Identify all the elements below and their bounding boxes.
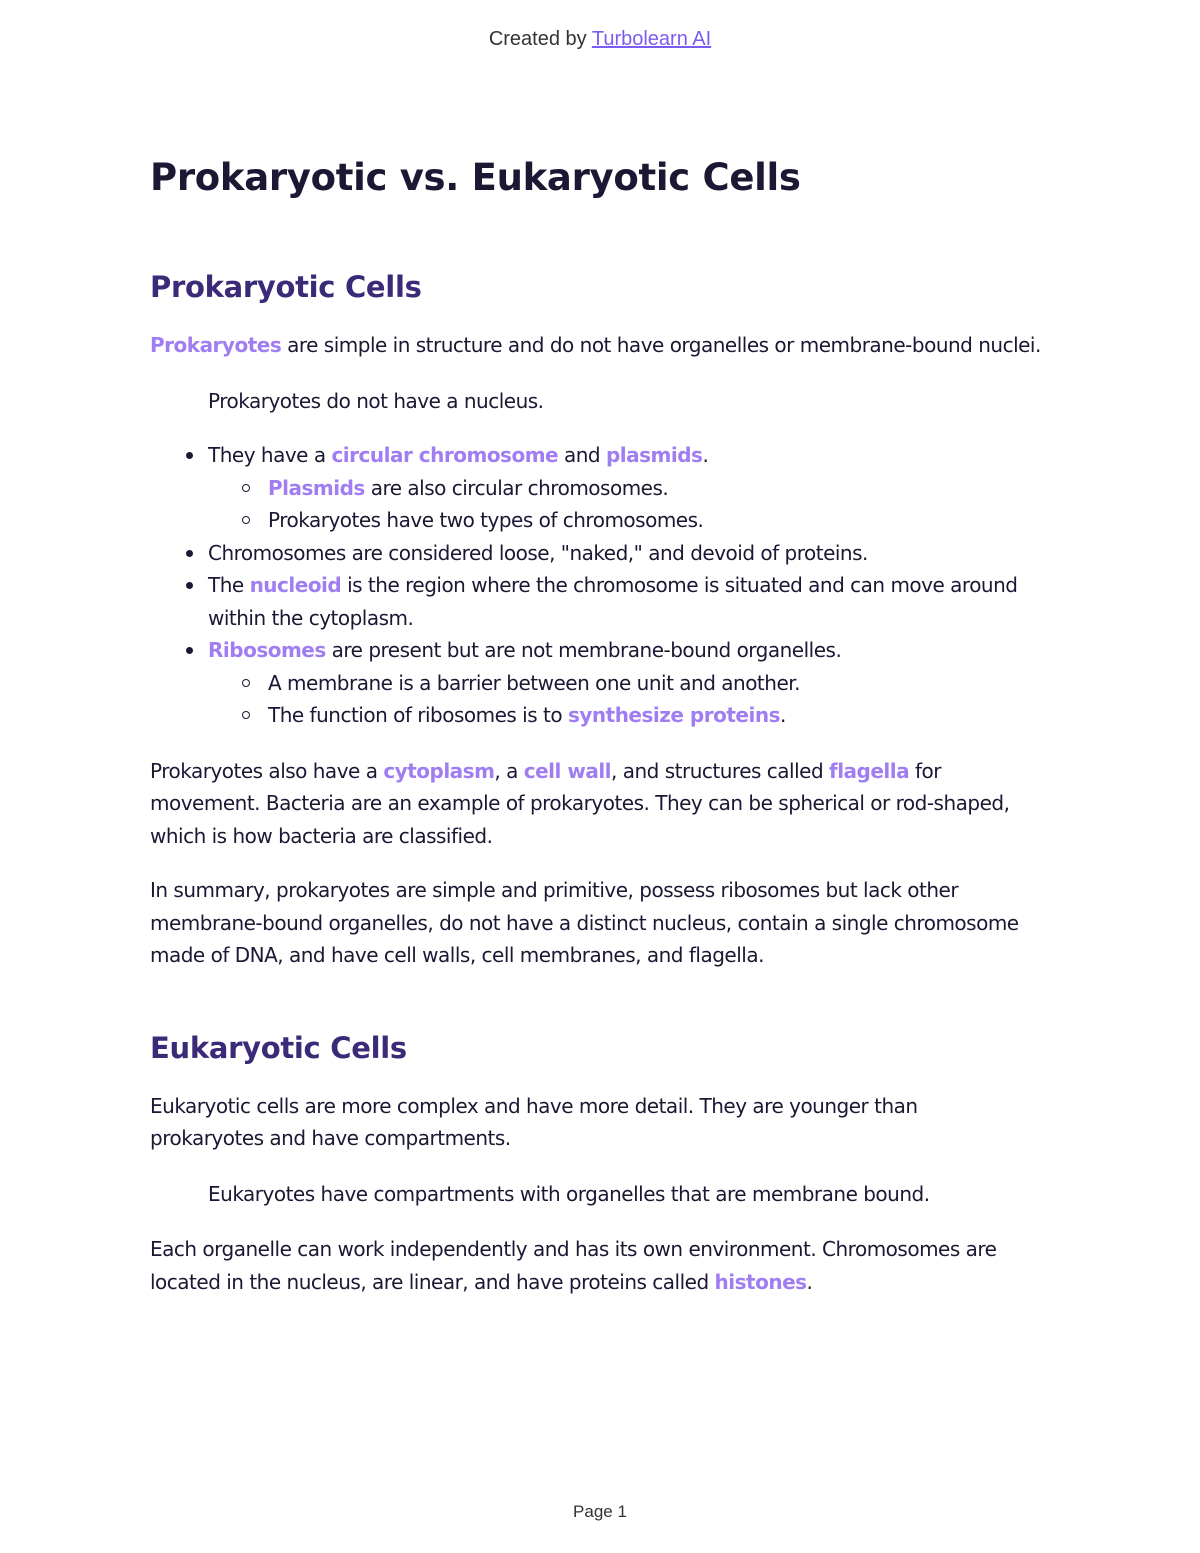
page-header	[0, 28, 1200, 51]
prokaryotic-bullet-list	[150, 439, 1050, 732]
term-synthesize-proteins: synthesize proteins	[567, 703, 780, 727]
list-item: The nucleoid is the region where the chromosome is situated and can move around within the cytoplasm.	[150, 569, 1050, 634]
list-item: Plasmids are also circular chromosomes.	[208, 472, 1050, 505]
eukaryotic-para-organelles: Each organelle can work independently and has its own environment. Chromosomes are located in the nucleus, are linear, and have proteins called histones.	[150, 1237, 997, 1294]
page-title: Prokaryotic vs. Eukaryotic Cells	[150, 156, 801, 199]
eukaryotic-intro: Eukaryotic cells are more complex and have more detail. They are younger than prokaryotes and have compartments.	[150, 1093, 918, 1150]
term-prokaryotes: Prokaryotes	[150, 333, 282, 357]
term-cytoplasm: cytoplasm	[383, 758, 495, 783]
term-histones: histones	[714, 1269, 807, 1294]
term-plasmids: plasmids	[605, 443, 703, 467]
prokaryotic-para-structures: Prokaryotes also have a cytoplasm, a cell wall, and structures called flagella for movement. Bacteria are an example of prokaryotes. They can be spherical or rod-shaped, which is how bacteria are classified.	[150, 758, 1010, 848]
heading-prokaryotic: Prokaryotic Cells	[150, 270, 422, 304]
turbolearn-link[interactable]: Turbolearn AI	[591, 28, 712, 50]
term-ribosomes: Ribosomes	[208, 638, 326, 662]
page-number: Page 1	[573, 1502, 627, 1521]
term-cell-wall: cell wall	[523, 758, 612, 783]
prokaryotic-summary: In summary, prokaryotes are simple and primitive, possess ribosomes but lack other membrane-bound organelles, do not have a distinct nucleus, contain a single chromosome made of DNA, and have cell walls, cell membranes, and flagella.	[150, 878, 1019, 967]
list-item: Ribosomes are present but are not membrane-bound organelles. A membrane is a barrier between one unit and another. The function of ribosomes is to synthesize proteins.	[150, 634, 1050, 732]
list-item: A membrane is a barrier between one unit and another.	[208, 667, 1050, 700]
term-plasmids-sub: Plasmids	[268, 475, 365, 500]
term-nucleoid: nucleoid	[249, 573, 342, 597]
list-item: The function of ribosomes is to synthesize proteins.	[208, 699, 1050, 732]
callout-eukaryotes: Eukaryotes have compartments with organelles that are membrane bound.	[208, 1181, 930, 1206]
list-item: They have a circular chromosome and plasmids. Plasmids are also circular chromosomes. Prokaryotes have two types of chromosomes.	[150, 439, 1050, 537]
callout-prokaryotes: Prokaryotes do not have a nucleus.	[208, 388, 544, 413]
header-prefix: Created by	[488, 28, 592, 50]
term-circular-chromosome: circular chromosome	[331, 443, 559, 467]
prokaryotic-intro: Prokaryotes are simple in structure and do not have organelles or membrane-bound nuclei.	[150, 333, 1041, 357]
sub-list	[208, 472, 1050, 537]
list-item: Prokaryotes have two types of chromosomes.	[208, 504, 1050, 537]
list-item: Chromosomes are considered loose, "naked," and devoid of proteins.	[150, 537, 1050, 570]
heading-eukaryotic: Eukaryotic Cells	[150, 1030, 407, 1065]
document-content	[150, 150, 1050, 1298]
term-flagella: flagella	[829, 758, 910, 783]
sub-list	[208, 667, 1050, 732]
